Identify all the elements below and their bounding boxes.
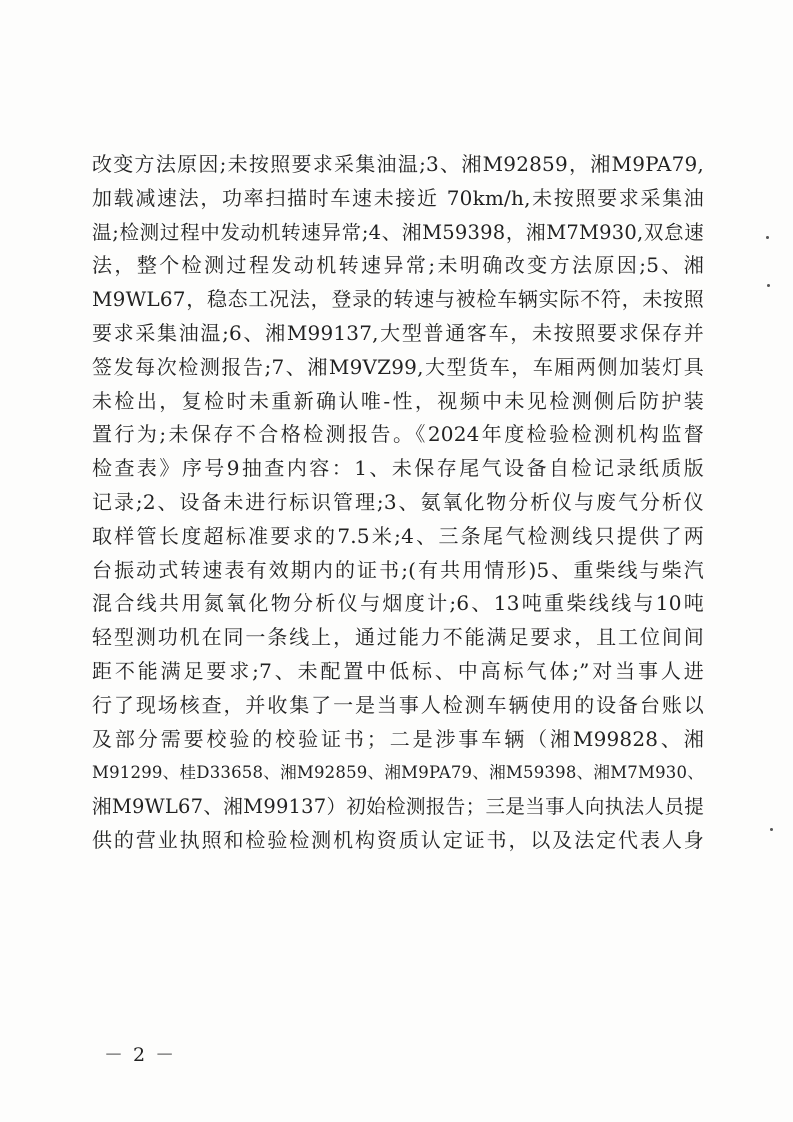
text-line: 法，整个检测过程发动机转速异常;未明确改变方法原因;5、湘 <box>92 253 704 278</box>
text-line: 混合线共用氮氧化物分析仪与烟度计;6、13吨重柴线线与10吨 <box>92 591 704 616</box>
text-line: 加载减速法，功率扫描时车速未接近 70km/h,未按照要求采集油 <box>92 185 704 210</box>
text-line: M9WL67，稳态工况法，登录的转速与被检车辆实际不符，未按照 <box>92 287 704 312</box>
page-number: － 2 － <box>104 1044 177 1066</box>
text-line: 检查表》序号9抽查内容：1、未保存尾气设备自检记录纸质版 <box>92 456 704 481</box>
text-line: 湘M9WL67、湘M99137）初始检测报告；三是当事人向执法人员提 <box>92 795 704 819</box>
text-line: 轻型测功机在同一条线上，通过能力不能满足要求，且工位间间 <box>92 625 704 650</box>
text-line: 取样管长度超标准要求的7.5米;4、三条尾气检测线只提供了两 <box>92 523 704 548</box>
text-line: 未检出，复检时未重新确认唯-性，视频中未见检测侧后防护装 <box>92 388 704 413</box>
text-line: 置行为;未保存不合格检测报告。《2024年度检验检测机构监督 <box>92 422 704 447</box>
text-line: 记录;2、设备未进行标识管理;3、氨氧化物分析仪与废气分析仪 <box>92 489 704 514</box>
text-line: 及部分需要校验的校验证书；二是涉事车辆（湘M99828、湘 <box>92 726 704 751</box>
text-line: 改变方法原因;未按照要求采集油温;3、湘M92859，湘M9PA79, <box>92 152 704 176</box>
scan-speck <box>770 828 773 831</box>
document-body <box>92 148 704 858</box>
text-line: 行了现场核查，并收集了一是当事人检测车辆使用的设备台账以 <box>92 692 704 717</box>
text-line: 温;检测过程中发动机转速异常;4、湘M59398，湘M7M930,双怠速 <box>92 220 704 244</box>
text-line: 要求采集油温;6、湘M99137,大型普通客车，未按照要求保存并 <box>92 320 704 345</box>
text-line: 供的营业执照和检验检测机构资质认定证书，以及法定代表人身 <box>92 827 704 852</box>
text-line: M91299、桂D33658、湘M92859、湘M9PA79、湘M59398、湘M7M930、 <box>92 763 704 783</box>
scan-speck <box>767 284 770 287</box>
scan-speck <box>766 236 769 239</box>
text-line: 距不能满足要求;7、未配置中低标、中高标气体;”对当事人进 <box>92 658 704 683</box>
text-line: 台振动式转速表有效期内的证书;(有共用情形)5、重柴线与柴汽 <box>92 557 704 582</box>
text-line: 签发每次检测报告;7、湘M9VZ99,大型货车，车厢两侧加装灯具 <box>92 354 704 379</box>
